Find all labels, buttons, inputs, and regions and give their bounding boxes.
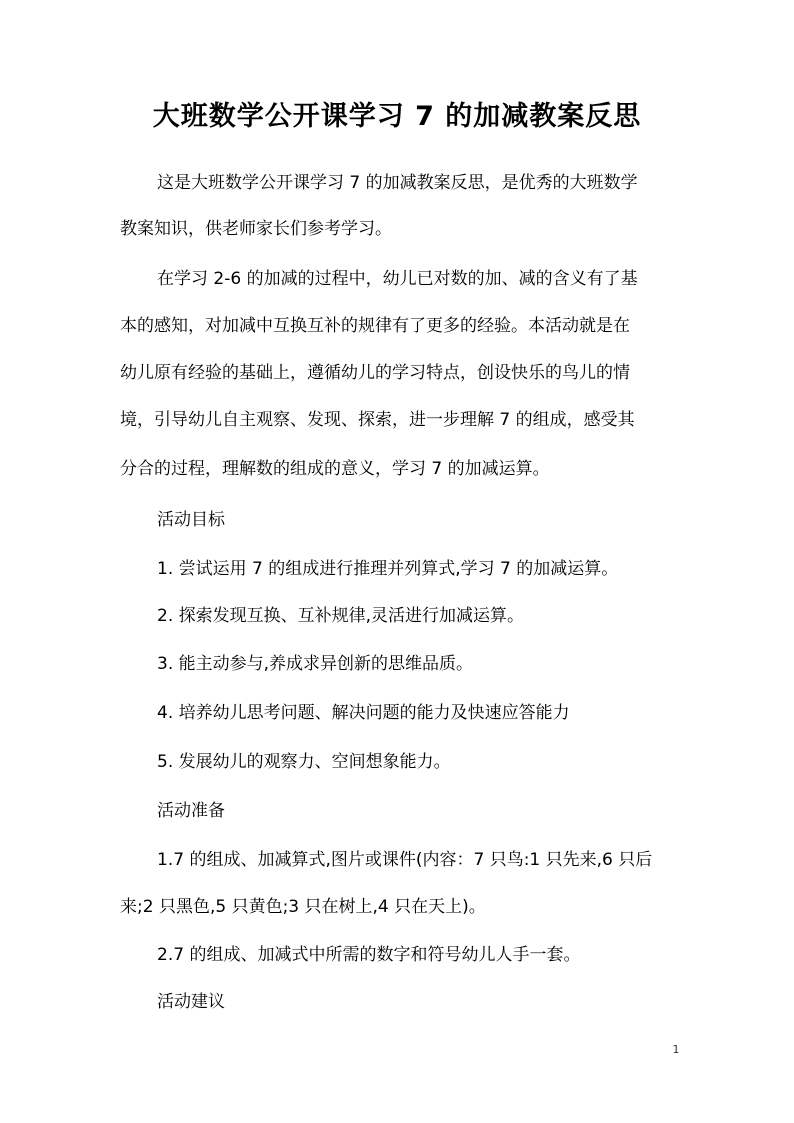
prep-item-1: 1.7 的组成、加减算式,图片或课件(内容：7 只鸟:1 只先来,6 只后 — [157, 850, 653, 870]
goals-heading: 活动目标 — [157, 510, 225, 530]
suggest-heading: 活动建议 — [157, 992, 225, 1012]
intro-line-2: 教案知识，供老师家长们参考学习。 — [120, 219, 392, 239]
background-line-2: 本的感知，对加减中互换互补的规律有了更多的经验。本活动就是在 — [120, 316, 630, 336]
background-line-3: 幼儿原有经验的基础上，遵循幼儿的学习特点，创设快乐的鸟儿的情 — [120, 363, 630, 383]
background-line-1: 在学习 2-6 的加减的过程中，幼儿已对数的加、减的含义有了基 — [157, 269, 638, 289]
goal-item-5: 5. 发展幼儿的观察力、空间想象能力。 — [157, 752, 451, 772]
background-line-4: 境，引导幼儿自主观察、发现、探索，进一步理解 7 的组成，感受其 — [120, 410, 635, 430]
prep-heading: 活动准备 — [157, 801, 225, 821]
goal-item-3: 3. 能主动参与,养成求异创新的思维品质。 — [157, 654, 474, 674]
intro-line-1: 这是大班数学公开课学习 7 的加减教案反思，是优秀的大班数学 — [157, 173, 638, 193]
page-title: 大班数学公开课学习 7 的加减教案反思 — [152, 101, 642, 132]
prep-item-2: 2.7 的组成、加减式中所需的数字和符号幼儿人手一套。 — [157, 945, 581, 965]
prep-item-1-cont: 来;2 只黑色,5 只黄色;3 只在树上,4 只在天上)。 — [120, 897, 486, 917]
page-number: 1 — [672, 1043, 680, 1056]
goal-item-2: 2. 探索发现互换、互补规律,灵活进行加减运算。 — [157, 606, 525, 626]
background-line-5: 分合的过程，理解数的组成的意义，学习 7 的加减运算。 — [120, 459, 550, 479]
goal-item-4: 4. 培养幼儿思考问题、解决问题的能力及快速应答能力 — [157, 703, 570, 723]
goal-item-1: 1. 尝试运用 7 的组成进行推理并列算式,学习 7 的加减运算。 — [157, 559, 619, 579]
